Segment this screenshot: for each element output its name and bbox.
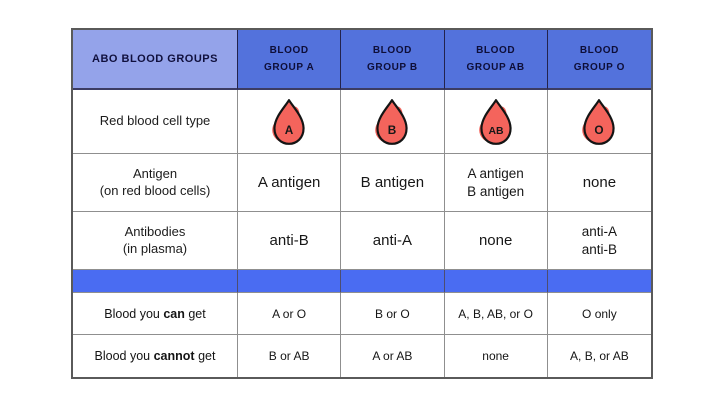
divider-band [341,270,444,293]
cell-antigen-group-ab [445,154,548,212]
divider-band [548,270,651,293]
cell-antibodies-group-a [238,212,341,270]
column-header-line: GROUP AB [466,62,525,73]
row-label-antigen [73,154,238,212]
row-label-text: Red blood cell type [99,113,211,129]
cell-cannot-get-group-b [341,335,444,377]
cell-text: anti-B [269,231,309,249]
column-header-line: BLOOD [372,45,412,56]
cell-text: A or AB [372,349,413,363]
row-label-red-blood-cell-type [73,90,238,154]
cell-text: A antigen [467,165,524,181]
column-header-line: BLOOD [579,45,619,56]
blood-drop-icon [579,97,619,147]
cell-text: anti-A [581,223,618,239]
cell-text: A, B, or AB [570,349,629,363]
cell-text: anti-B [581,241,618,257]
cell-rbc-group-ab [445,90,548,154]
cell-antibodies-group-b [341,212,444,270]
cell-text: none [478,231,513,249]
row-label-blood-you-can-get [73,293,238,335]
cell-text: anti-A [372,231,412,249]
abo-blood-groups-table [71,28,653,379]
row-label-text: Blood you can get [104,306,206,321]
column-header-line: GROUP B [367,62,418,73]
cell-cannot-get-group-ab [445,335,548,377]
column-header-line: BLOOD [476,45,516,56]
cell-cannot-get-group-a [238,335,341,377]
row-label-subtext: (in plasma) [122,240,188,256]
cell-text: none [582,173,617,191]
column-header-line: GROUP A [263,62,315,73]
corner-header-label: ABO BLOOD GROUPS [92,53,218,65]
cell-antigen-group-o [548,154,651,212]
column-header-group-o [548,30,651,90]
cell-can-get-group-o [548,293,651,335]
blood-drop-icon [476,97,516,147]
svg-text:O: O [594,122,604,137]
column-header-group-ab [445,30,548,90]
row-label-antibodies [73,212,238,270]
column-header-group-b [341,30,444,90]
cell-text: B antigen [360,173,425,191]
svg-text:AB: AB [488,125,504,137]
svg-text:B: B [388,122,397,137]
cell-antibodies-group-o [548,212,651,270]
row-label-blood-you-cannot-get [73,335,238,377]
svg-text:A: A [284,122,294,137]
row-label-text: Antigen [132,165,178,181]
cell-rbc-group-a [238,90,341,154]
table-corner-header [73,30,238,90]
cell-rbc-group-b [341,90,444,154]
cell-can-get-group-a [238,293,341,335]
divider-band [73,270,238,293]
cell-antibodies-group-ab [445,212,548,270]
row-label-text: Antibodies [124,223,186,239]
cell-text: B or AB [268,349,310,363]
divider-band [445,270,548,293]
divider-band [238,270,341,293]
column-header-line: GROUP O [573,62,625,73]
cell-text: none [482,349,509,363]
cell-text: A antigen [257,173,321,191]
cell-text: A or O [272,306,307,321]
cell-text: A, B, AB, or O [458,306,533,321]
cell-can-get-group-ab [445,293,548,335]
cell-antigen-group-a [238,154,341,212]
cell-cannot-get-group-o [548,335,651,377]
cell-rbc-group-o [548,90,651,154]
cell-text: B or O [375,306,410,321]
cell-text: B antigen [467,183,525,199]
row-label-subtext: (on red blood cells) [99,182,211,198]
column-header-line: BLOOD [269,45,309,56]
blood-drop-icon [269,97,309,147]
cell-text: O only [582,306,617,321]
cell-can-get-group-b [341,293,444,335]
blood-drop-icon [372,97,412,147]
row-label-text: Blood you cannot get [94,349,216,363]
column-header-group-a [238,30,341,90]
cell-antigen-group-b [341,154,444,212]
